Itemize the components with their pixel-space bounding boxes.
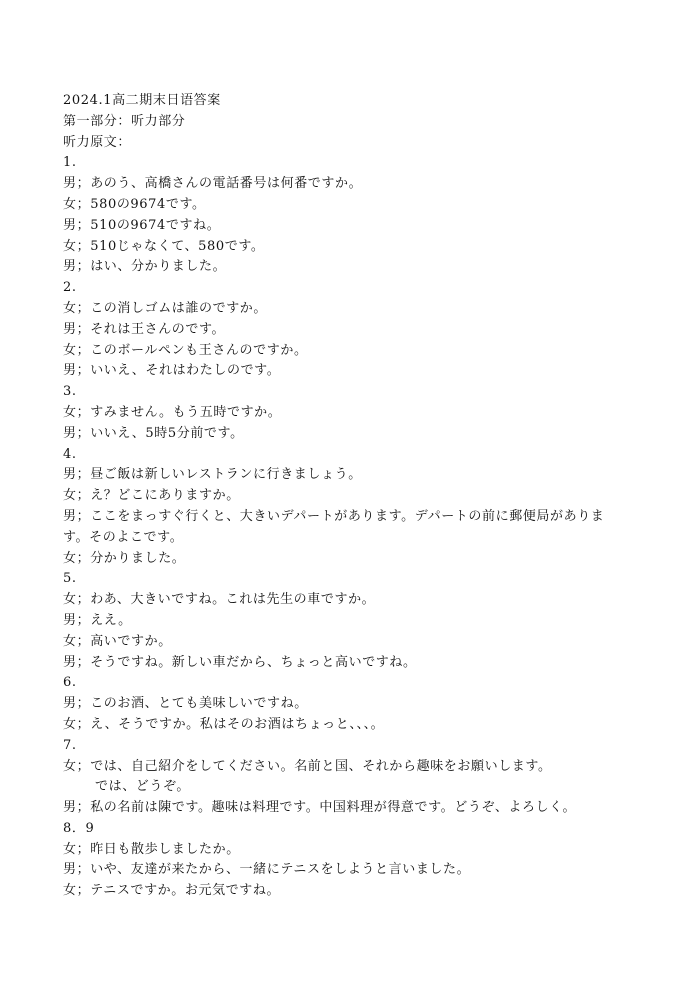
dialogue-line: 男；510の9674ですね。	[63, 217, 221, 233]
dialogue-line: 女；すみません。もう五時ですか。	[63, 404, 282, 420]
dialogue-line: 女；では、自己紹介をしてください。名前と国、それから趣味をお願いします。	[63, 758, 552, 774]
dialogue-line: 女；分かりました。	[63, 550, 186, 566]
dialogue-line: 女；580の9674です。	[63, 196, 206, 212]
item-number: 7.	[63, 737, 77, 753]
dialogue-line: 女；昨日も散歩しましたか。	[63, 841, 240, 857]
dialogue-line: 男；いや、友達が来たから、一緒にテニスをしようと言いました。	[63, 862, 471, 878]
item-number: 4.	[63, 446, 77, 462]
dialogue-line: 男；いいえ、それはわたしのです。	[63, 363, 281, 379]
item-number: 5.	[63, 571, 77, 587]
dialogue-line: 女；わあ、大きいですね。これは先生の車ですか。	[63, 592, 376, 608]
dialogue-line: 女；高いですか。	[63, 633, 172, 649]
item-number: 8．9	[63, 820, 95, 836]
item-number: 3.	[63, 384, 77, 400]
dialogue-line: 男；そうですね。新しい車だから、ちょっと高いですね。	[63, 654, 417, 670]
dialogue-line: 男；私の名前は陳です。趣味は料理です。中国料理が得意です。どうぞ、よろしく。	[63, 800, 577, 816]
dialogue-line: 女；510じゃなくて、580です。	[63, 238, 265, 254]
subsection-heading: 听力原文：	[63, 134, 132, 150]
dialogue-line: 女；この消しゴムは誰のですか。	[63, 300, 268, 316]
dialogue-line: 男；ここをまっすぐ行くと、大きいデパートがあります。デパートの前に郵便局がありま	[63, 508, 605, 524]
dialogue-line-continued: す。そのよこです。	[63, 529, 184, 545]
dialogue-line: 女；え？どこにありますか。	[63, 488, 240, 504]
item-number: 1.	[63, 155, 77, 171]
item-number: 6.	[63, 675, 77, 691]
dialogue-line: 男；このお酒、とても美味しいですね。	[63, 696, 308, 712]
item-number: 2.	[63, 280, 77, 296]
document-page	[63, 91, 653, 902]
section-heading: 第一部分：听力部分	[63, 113, 186, 129]
dialogue-line: 女；え、そうですか。私はそのお酒はちょっと、、、。	[63, 716, 385, 732]
dialogue-line: 男；昼ご飯は新しいレストランに行きましょう。	[63, 467, 362, 483]
dialogue-line: 女；このボールペンも王さんのですか。	[63, 342, 308, 358]
dialogue-line: 男；あのう、高橋さんの電話番号は何番ですか。	[63, 176, 363, 192]
document-title: 2024.1高二期末日语答案	[63, 93, 221, 108]
dialogue-line: 男；それは王さんのです。	[63, 321, 226, 337]
dialogue-line: 男；いいえ、5時5分前です。	[63, 425, 244, 441]
dialogue-line: 男；はい、分かりました。	[63, 259, 227, 275]
dialogue-line-continued: では、どうぞ。	[95, 779, 190, 795]
dialogue-line: 男；ええ。	[63, 612, 132, 628]
dialogue-line: 女；テニスですか。お元気ですね。	[63, 883, 281, 899]
